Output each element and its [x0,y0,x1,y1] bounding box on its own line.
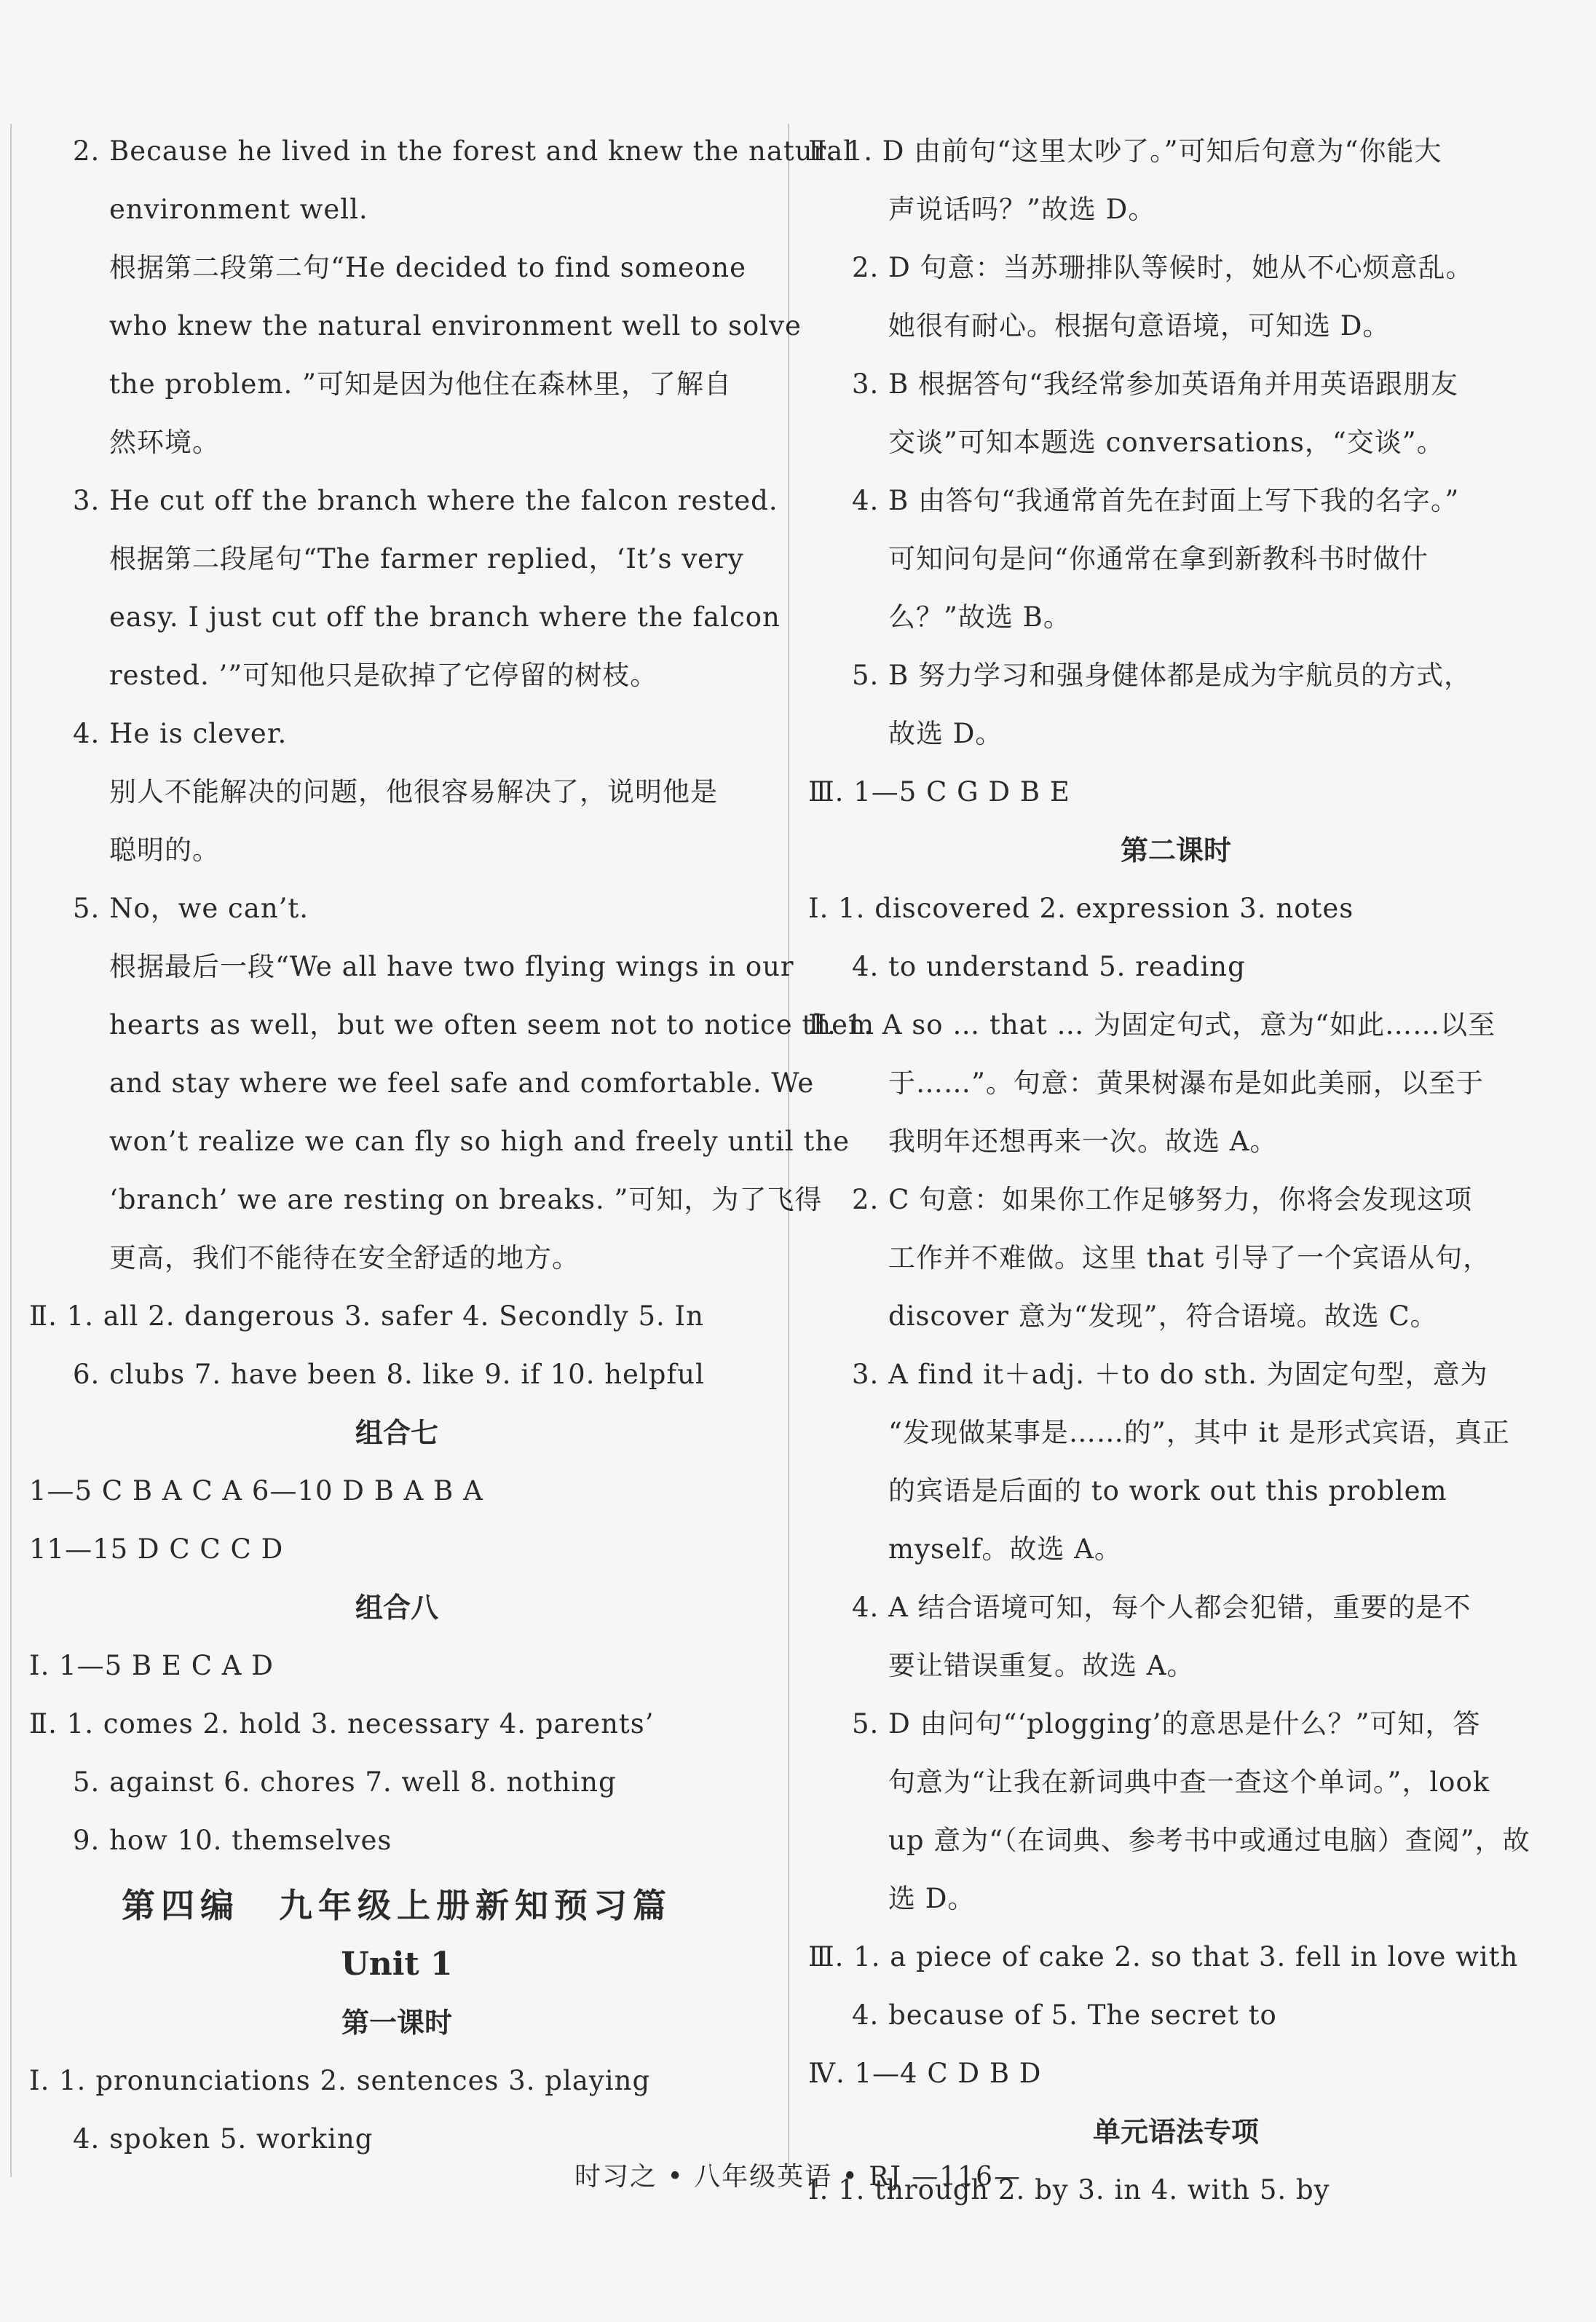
answer-line: 根据第二段第二句“He decided to find someone [109,252,746,283]
answer-line: won’t realize we can fly so high and freely until the [109,1126,850,1157]
answer-line: Ⅲ. 1—5 C G D B E [808,776,1070,807]
subsection-heading: 组合八 [355,1591,438,1624]
answer-line: 她很有耐心。根据句意语境，可知选 D。 [888,310,1391,341]
answer-line: 4. because of 5. The secret to [852,1999,1277,2031]
answer-line: 2. C 句意：如果你工作足够努力，你将会发现这项 [852,1184,1473,1215]
answer-line: discover 意为“发现”，符合语境。故选 C。 [888,1300,1438,1332]
answer-line: 我明年还想再来一次。故选 A。 [888,1126,1278,1157]
answer-line: 交谈”可知本题选 conversations，“交谈”。 [888,427,1445,458]
answer-line: Ⅰ. 1. discovered 2. expression 3. notes [808,893,1354,924]
answer-line: ‘branch’ we are resting on breaks. ”可知，为了飞得 [109,1184,823,1215]
answer-line: 9. how 10. themselves [73,1825,392,1856]
answer-line: 2. Because he lived in the forest and knew the natural [73,135,853,167]
answer-line: 于……”。句意：黄果树瀑布是如此美丽，以至于 [888,1067,1484,1099]
answer-line: and stay where we feel safe and comfortable. We [109,1067,815,1099]
subsection-heading: 第二课时 [1120,834,1231,866]
answer-line: Ⅲ. 1. a piece of cake 2. so that 3. fell in love with [808,1941,1519,1972]
answer-line: 3. He cut off the branch where the falcon rested. [73,485,778,516]
answer-line: 2. D 句意：当苏珊排队等候时，她从不心烦意乱。 [852,252,1474,283]
answer-line: 别人不能解决的问题，他很容易解决了，说明他是 [109,776,718,807]
unit-title: Unit 1 [341,1946,453,1983]
answer-line: “发现做某事是……的”，其中 it 是形式宾语，真正 [888,1417,1511,1448]
answer-line: Ⅰ. 1—5 B E C A D [29,1650,274,1681]
subsection-heading: 单元语法专项 [1092,2115,1259,2148]
answer-line: 根据第二段尾句“The farmer replied，‘It’s very [109,543,744,574]
answer-line: 5. B 努力学习和强身健体都是成为宇航员的方式， [852,660,1472,691]
answer-line: the problem. ”可知是因为他住在森林里，了解自 [109,368,732,400]
answer-line: myself。故选 A。 [888,1533,1122,1565]
answer-line: 更高，我们不能待在安全舒适的地方。 [109,1242,580,1273]
answer-line: 3. A find it＋adj. ＋to do sth. 为固定句型，意为 [852,1359,1488,1390]
answer-line: 然环境。 [109,427,220,458]
answer-line: 11—15 D C C C D [29,1533,284,1565]
answer-line: up 意为“（在词典、参考书中或通过电脑）查阅”，故 [888,1825,1530,1856]
answer-line: Ⅱ. 1. A so … that … 为固定句式，意为“如此……以至 [808,1009,1496,1040]
answer-line: 声说话吗？”故选 D。 [888,194,1156,225]
answer-line: 4. B 由答句“我通常首先在封面上写下我的名字。” [852,485,1460,516]
answer-line: 3. B 根据答句“我经常参加英语角并用英语跟朋友 [852,368,1458,400]
answer-line: 根据最后一段“We all have two flying wings in our [109,951,794,982]
answer-line: 4. A 结合语境可知，每个人都会犯错，重要的是不 [852,1592,1471,1623]
answer-line: 5. No，we can’t. [73,893,309,924]
answer-line: Ⅱ. 1. comes 2. hold 3. necessary 4. parents’ [29,1708,655,1739]
answer-line: 4. He is clever. [73,718,288,749]
answer-line: Ⅱ. 1. all 2. dangerous 3. safer 4. Secondly 5. In [29,1300,704,1332]
subsection-heading: 第一课时 [341,2006,452,2039]
answer-line: Ⅱ. 1. D 由前句“这里太吵了。”可知后句意为“你能大 [808,135,1442,167]
answer-line: environment well. [109,194,368,225]
answer-line: easy. I just cut off the branch where the falcon [109,601,781,633]
answer-line: Ⅳ. 1—4 C D B D [808,2058,1042,2089]
answer-line: 5. D 由问句“‘plogging’的意思是什么？”可知，答 [852,1708,1481,1739]
answer-line: 工作并不难做。这里 that 引导了一个宾语从句， [888,1242,1491,1273]
answer-line: 聪明的。 [109,834,220,866]
section-title: 第四编 九年级上册新知预习篇 [122,1886,672,1925]
page-footer: 时习之 • 八年级英语 • RJ —116— [574,2162,1022,2192]
answer-line: 6. clubs 7. have been 8. like 9. if 10. helpful [73,1359,705,1390]
answer-line: 句意为“让我在新词典中查一查这个单词。”，look [888,1766,1490,1798]
answer-line: 么？”故选 B。 [888,601,1071,633]
answer-line: 选 D。 [888,1883,976,1914]
answer-line: 的宾语是后面的 to work out this problem [888,1475,1447,1506]
left-margin-rule [10,124,12,2177]
answer-line: Ⅰ. 1. pronunciations 2. sentences 3. playing [29,2065,651,2096]
answer-line: hearts as well，but we often seem not to notice them [109,1009,875,1040]
subsection-heading: 组合七 [355,1416,438,1449]
answer-line: 4. spoken 5. working [73,2123,374,2155]
answer-line: 5. against 6. chores 7. well 8. nothing [73,1766,617,1798]
answer-line: who knew the natural environment well to solve [109,310,802,341]
answer-line: rested. ’”可知他只是砍掉了它停留的树枝。 [109,660,658,691]
answer-line: 4. to understand 5. reading [852,951,1246,982]
answer-line: 故选 D。 [888,718,1003,749]
answer-line: 1—5 C B A C A 6—10 D B A B A [29,1475,483,1506]
answer-line: Ⅰ. 1. through 2. by 3. in 4. with 5. by [808,2174,1330,2205]
answer-line: 可知问句是问“你通常在拿到新教科书时做什 [888,543,1429,574]
answer-line: 要让错误重复。故选 A。 [888,1650,1195,1681]
